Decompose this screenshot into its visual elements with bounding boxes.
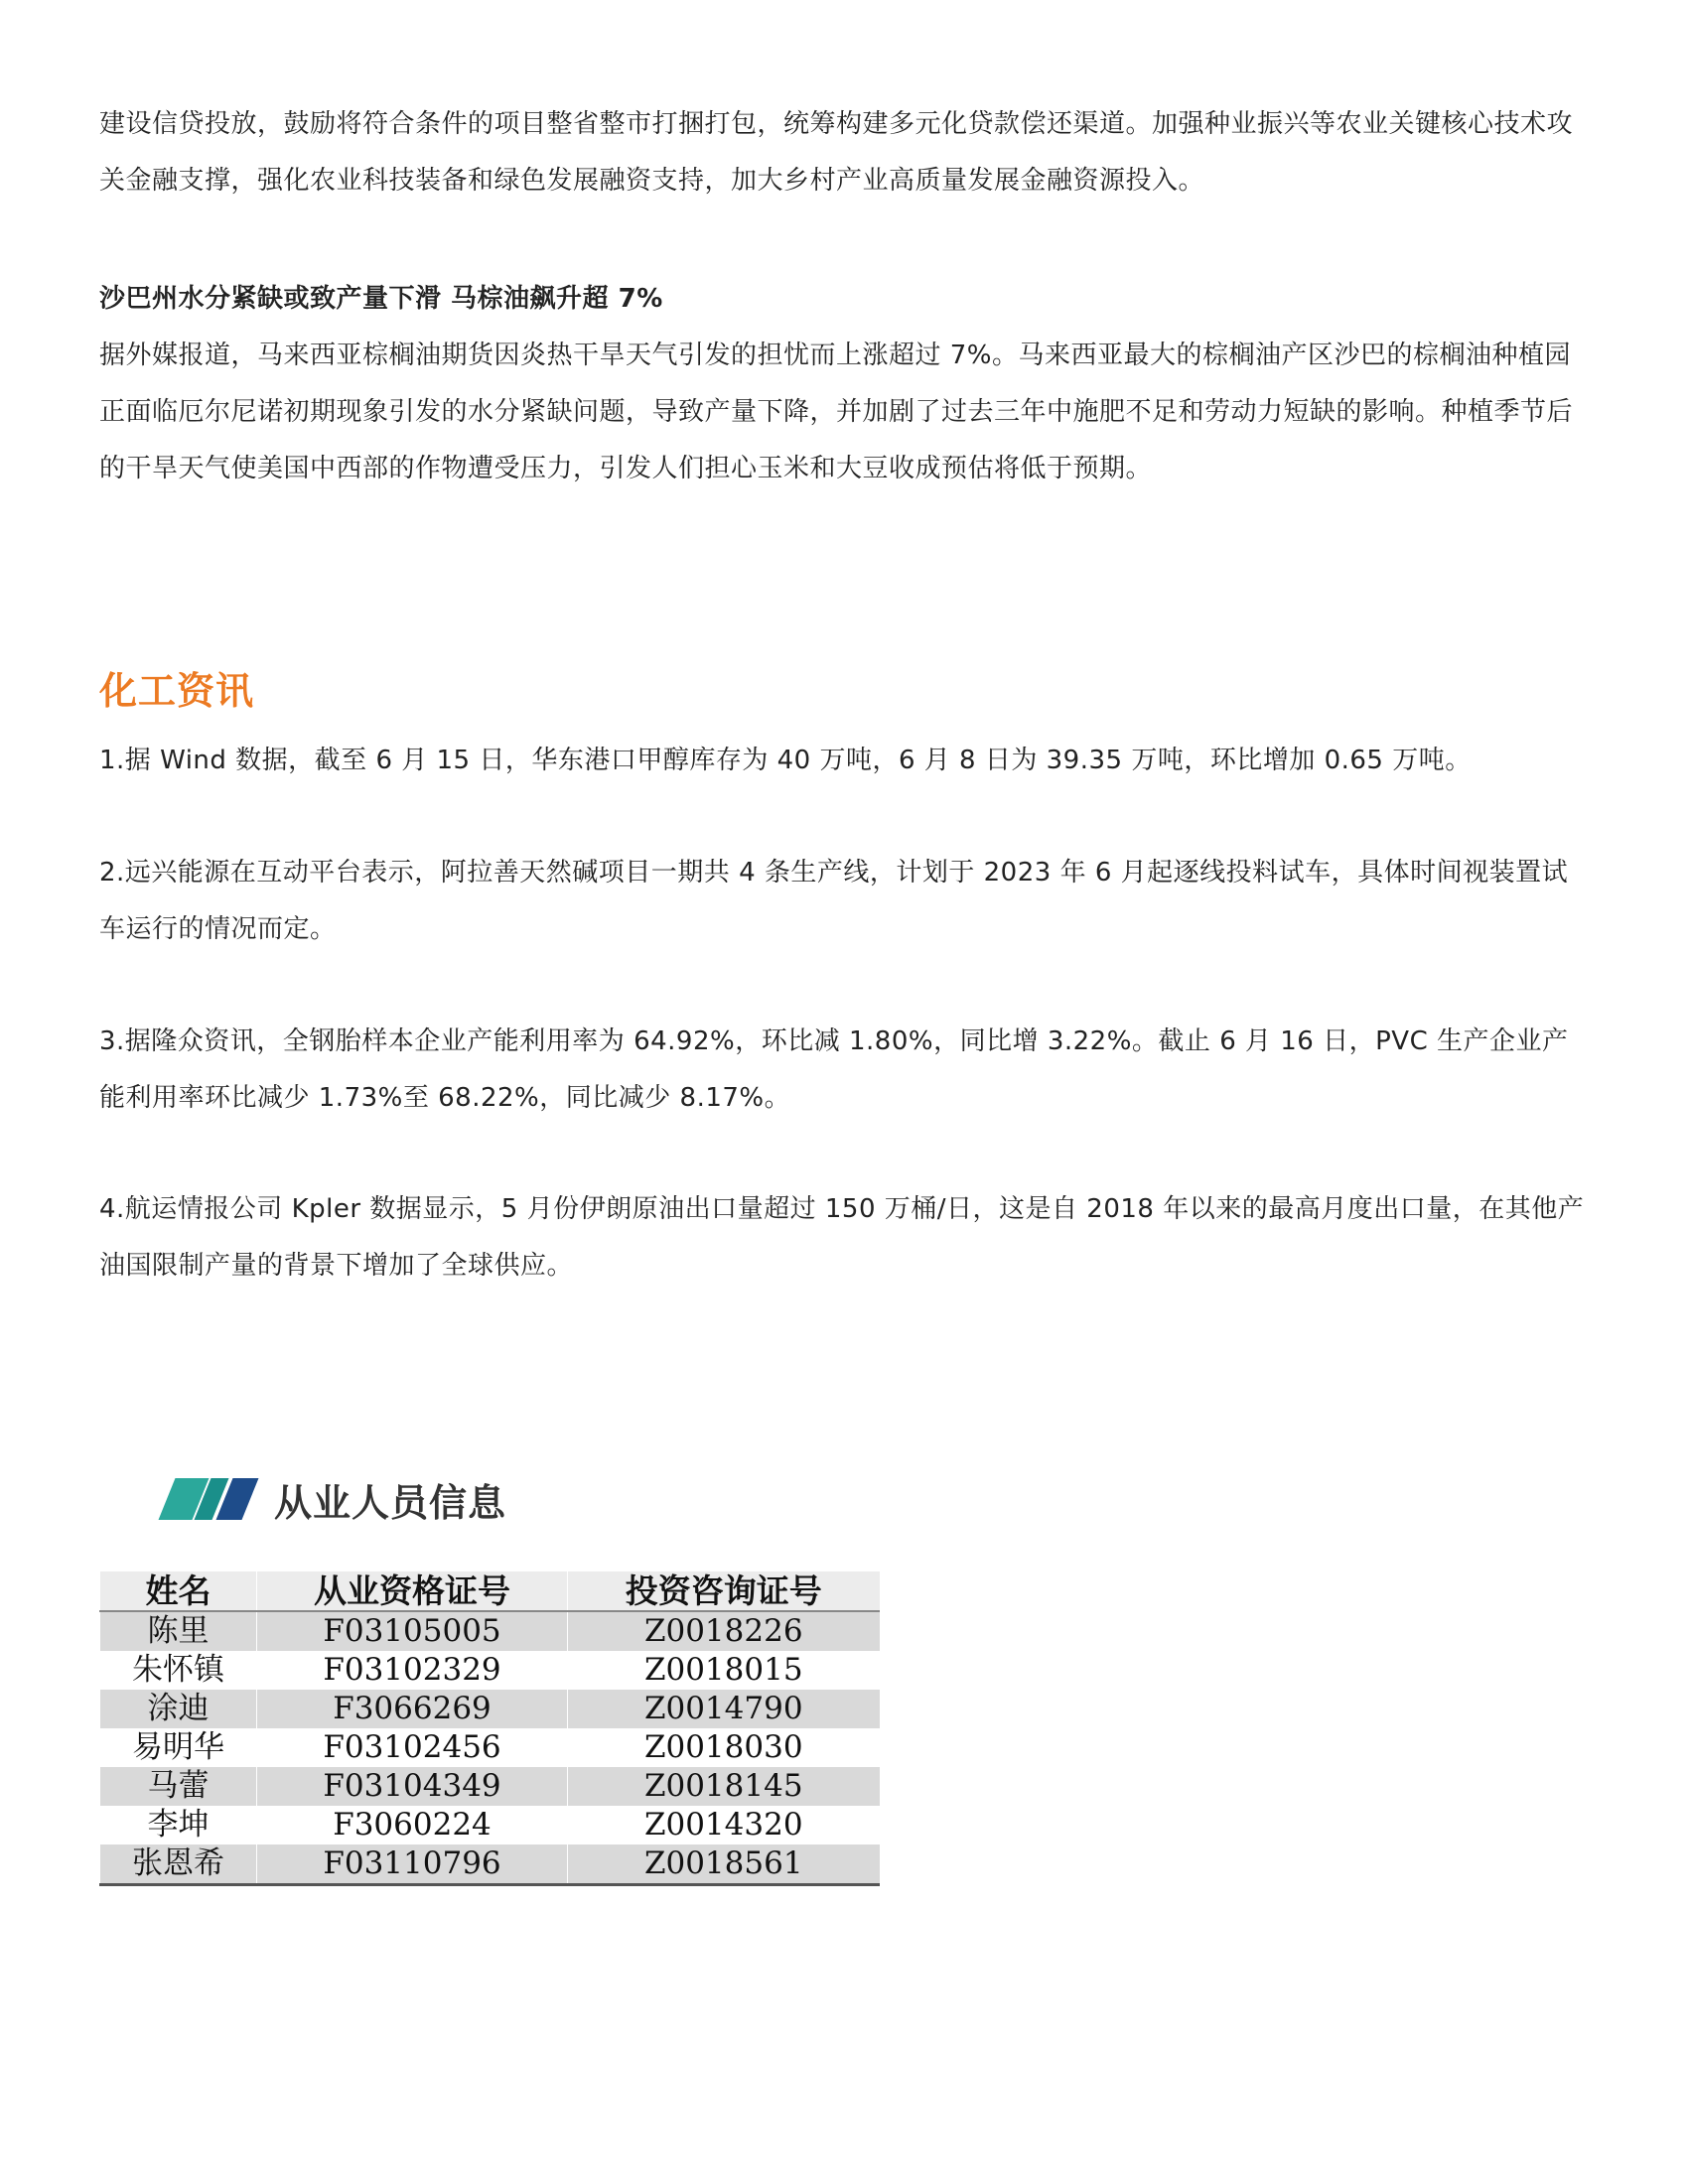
qualification-number: F3060224	[257, 1806, 568, 1844]
table-row	[100, 1844, 880, 1885]
chem-news-item: 1.据 Wind 数据，截至 6 月 15 日，华东港口甲醇库存为 40 万吨，6 月 8 日为 39.35 万吨，环比增加 0.65 万吨。	[99, 746, 1472, 775]
consulting-number: Z0018145	[568, 1767, 880, 1806]
qualification-number: F3066269	[257, 1690, 568, 1728]
staff-section-heading	[159, 1469, 506, 1529]
qualification-number: F03102329	[257, 1651, 568, 1690]
table-row	[100, 1690, 880, 1728]
staff-name: 李坤	[100, 1806, 257, 1844]
table-row	[100, 1767, 880, 1806]
staff-section-title: 从业人员信息	[274, 1480, 507, 1525]
palm-news-heading: 沙巴州水分紧缺或致产量下滑 马棕油飙升超 7%	[99, 284, 663, 314]
chem-news-item: 2.远兴能源在互动平台表示，阿拉善天然碱项目一期共 4 条生产线，计划于 2023 年 6 月起逐线投料试车，具体时间视装置试车运行的情况而定。	[99, 858, 1569, 944]
chem-news-item: 4.航运情报公司 Kpler 数据显示，5 月份伊朗原油出口量超过 150 万桶/日，这是自 2018 年以来的最高月度出口量，在其他产油国限制产量的背景下增加了全球供应。	[99, 1194, 1585, 1281]
staff-name: 陈里	[100, 1611, 257, 1651]
chem-news-item: 3.据隆众资讯，全钢胎样本企业产能利用率为 64.92%，环比减 1.80%，同比增 3.22%。截止 6 月 16 日，PVC 生产企业产能利用率环比减少 1.73%至 68.22%，同比减少 8.17%。	[99, 1026, 1569, 1113]
column-header-name: 姓名	[100, 1571, 257, 1611]
table-row	[100, 1806, 880, 1844]
staff-name: 涂迪	[100, 1690, 257, 1728]
qualification-number: F03104349	[257, 1767, 568, 1806]
staff-name: 朱怀镇	[100, 1651, 257, 1690]
table-row	[100, 1728, 880, 1767]
consulting-number: Z0014790	[568, 1690, 880, 1728]
table-row	[100, 1651, 880, 1690]
qualification-number: F03110796	[257, 1844, 568, 1885]
staff-table	[99, 1571, 880, 1886]
qualification-number: F03105005	[257, 1611, 568, 1651]
palm-news-body: 据外媒报道，马来西亚棕榈油期货因炎热干旱天气引发的担忧而上涨超过 7%。马来西亚最大的棕榈油产区沙巴的棕榈油种植园正面临厄尔尼诺初期现象引发的水分紧缺问题，导致产量下降，并加剧了过去三年中施肥不足和劳动力短缺的影响。种植季节后的干旱天气使美国中西部的作物遭受压力，引发人们担心玉米和大豆收成预估将低于预期。	[99, 341, 1574, 483]
consulting-number: Z0018226	[568, 1611, 880, 1651]
consulting-number: Z0018561	[568, 1844, 880, 1885]
staff-name: 易明华	[100, 1728, 257, 1767]
consulting-number: Z0018030	[568, 1728, 880, 1767]
table-row	[100, 1611, 880, 1651]
qualification-number: F03102456	[257, 1728, 568, 1767]
column-header-consulting: 投资咨询证号	[568, 1571, 880, 1611]
section-bars-icon	[159, 1478, 258, 1520]
staff-name: 马蕾	[100, 1767, 257, 1806]
column-header-qualification: 从业资格证号	[257, 1571, 568, 1611]
staff-name: 张恩希	[100, 1844, 257, 1885]
consulting-number: Z0018015	[568, 1651, 880, 1690]
table-header-row	[100, 1571, 880, 1611]
chem-news-heading: 化工资讯	[99, 669, 255, 713]
intro-paragraph: 建设信贷投放，鼓励将符合条件的项目整省整市打捆打包，统筹构建多元化贷款偿还渠道。加强种业振兴等农业关键核心技术攻关金融支撑，强化农业科技装备和绿色发展融资支持，加大乡村产业高质量发展金融资源投入。	[99, 109, 1574, 196]
consulting-number: Z0014320	[568, 1806, 880, 1844]
